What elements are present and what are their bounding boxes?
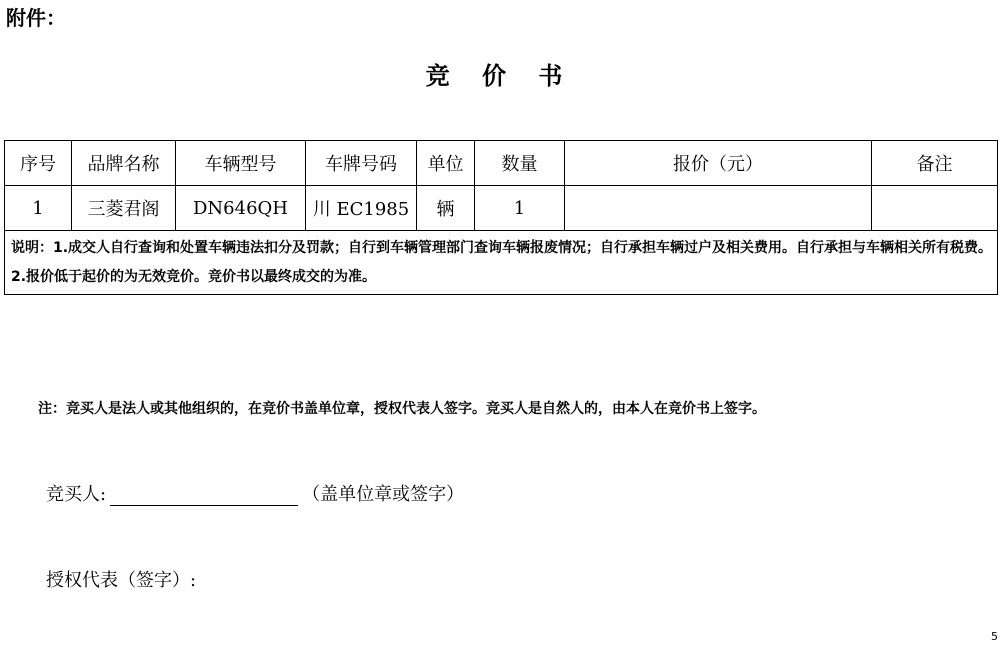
cell-model: DN646QH [176,186,306,231]
bidder-label: 竞买人: [46,484,107,505]
cell-unit: 辆 [417,186,475,231]
document-title: 竞 价 书 [425,62,575,90]
cell-brand: 三菱君阁 [72,186,176,231]
bidder-suffix: （盖单位章或签字） [302,484,465,505]
header-remarks: 备注 [872,141,998,186]
cell-quantity: 1 [475,186,565,231]
cell-remarks[interactable] [872,186,998,231]
header-model: 车辆型号 [176,141,306,186]
header-brand: 品牌名称 [72,141,176,186]
notes-cell [5,231,998,295]
header-price: 报价（元） [565,141,872,186]
bid-table [4,140,998,295]
footnote: 注：竞买人是法人或其他组织的，在竞价书盖单位章，授权代表人签字。竞买人是自然人的，由本人在竞价书上签字。 [38,401,766,417]
representative-label: 授权代表（签字）: [46,570,197,591]
notes-row [5,231,998,295]
attachment-label: 附件： [6,6,66,30]
bidder-signature-field[interactable] [110,485,298,506]
note-line-2: 2.报价低于起价的为无效竞价。竞价书以最终成交的为准。 [11,269,377,285]
table-header-row [5,141,998,186]
cell-plate: 川 EC1985 [306,186,417,231]
header-unit: 单位 [417,141,475,186]
page-number: 5 [991,630,998,643]
header-quantity: 数量 [475,141,565,186]
table-row [5,186,998,231]
header-plate: 车牌号码 [306,141,417,186]
header-index: 序号 [5,141,72,186]
representative-line [46,566,196,592]
note-line-1: 说明：1.成交人自行查询和处置车辆违法扣分及罚款；自行到车辆管理部门查询车辆报废情况；自行承担车辆过户及相关费用。自行承担与车辆相关所有税费。 [11,240,993,256]
cell-index: 1 [5,186,72,231]
bidder-line [46,480,464,506]
cell-price[interactable] [565,186,872,231]
